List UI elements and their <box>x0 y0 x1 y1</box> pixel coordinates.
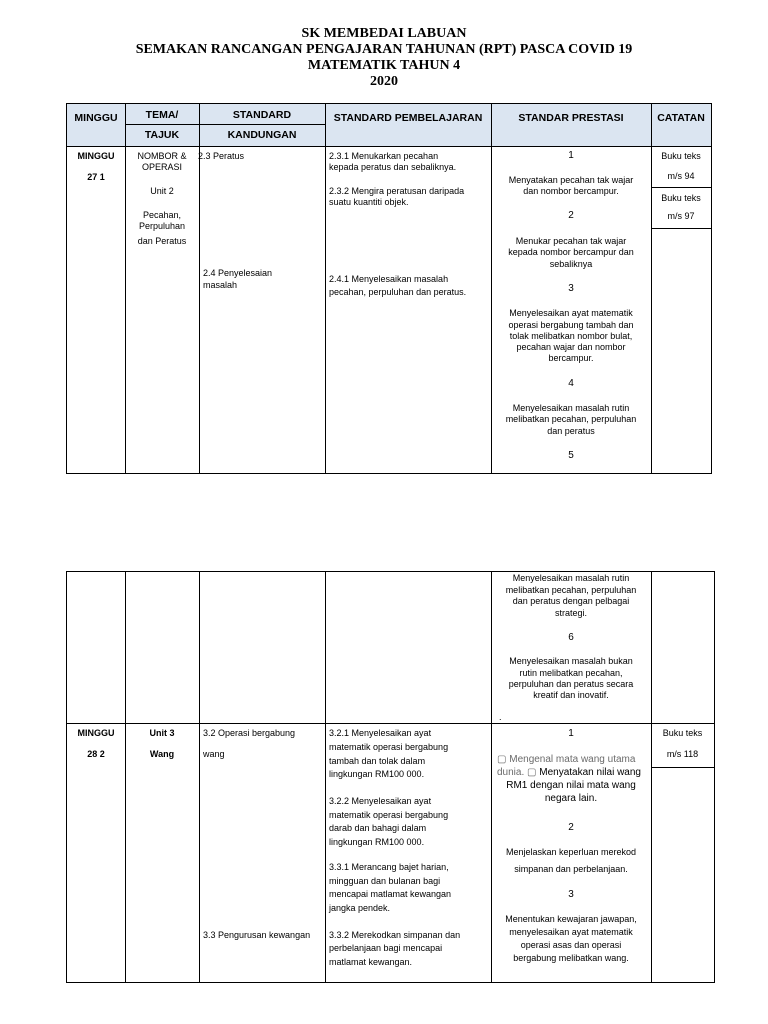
standard-pembelajaran: matlamat kewangan. <box>329 957 413 967</box>
tahap-prestasi-number: 6 <box>568 632 574 643</box>
glyph-placeholder-icon: ▢ <box>527 767 537 778</box>
standard-pembelajaran: perbelanjaan bagi mencapai <box>329 943 443 953</box>
school-name: SK MEMBEDAI LABUAN <box>301 26 467 41</box>
tahap-prestasi-number: 1 <box>568 150 574 161</box>
standard-kandungan: 3.3 Pengurusan kewangan <box>203 930 311 940</box>
standard-pembelajaran: mencapai matlamat kewangan <box>329 889 452 899</box>
document-subtitle: SEMAKAN RANCANGAN PENGAJARAN TAHUNAN (RPT) PASCA COVID 19 <box>135 42 633 57</box>
tahap-prestasi-text: Menyelesaikan masalah rutin <box>512 403 630 413</box>
standard-kandungan: masalah <box>203 280 238 290</box>
standard-pembelajaran: mingguan dan bulanan bagi <box>329 876 441 886</box>
tahap-prestasi-number: 4 <box>568 378 574 389</box>
tahap-prestasi-text: Menyatakan nilai wang <box>539 767 641 778</box>
standard-kandungan: 3.2 Operasi bergabung <box>203 728 296 738</box>
standard-pembelajaran: darab dan bahagi dalam <box>329 823 427 833</box>
standard-pembelajaran: lingkungan RM100 000. <box>329 769 425 779</box>
tahap-prestasi-text: Menyatakan pecahan tak wajar <box>508 175 634 185</box>
standard-pembelajaran: 3.2.1 Menyelesaikan ayat <box>329 728 432 738</box>
topic-line: Pecahan, <box>142 210 182 220</box>
topic-line: Perpuluhan <box>138 221 186 231</box>
tahap-prestasi-text: bercampur. <box>548 353 594 363</box>
tahap-prestasi-text: dan peratus <box>547 426 595 436</box>
tahap-prestasi-text: pecahan wajar dan nombor <box>516 342 626 352</box>
stray-dot: . <box>499 712 502 722</box>
tahap-prestasi-line <box>497 767 651 779</box>
tahap-prestasi-text: Menyelesaikan masalah bukan <box>509 656 633 666</box>
tahap-prestasi-number: 2 <box>568 822 574 833</box>
tahap-prestasi-text: operasi asas dan operasi <box>520 940 622 950</box>
catatan-text: m/s 118 <box>666 749 699 759</box>
col-header-kandungan: KANDUNGAN <box>227 129 297 141</box>
standard-pembelajaran: 2.3.1 Menukarkan pecahan <box>329 151 439 161</box>
topic-line: dan Peratus <box>137 236 187 246</box>
tahap-prestasi-text: dunia. <box>497 767 525 778</box>
col-header-tajuk: TAJUK <box>144 129 180 141</box>
document-title <box>0 26 768 90</box>
tahap-prestasi-number: 1 <box>568 728 574 739</box>
standard-pembelajaran: pecahan, perpuluhan dan peratus. <box>329 287 467 297</box>
catatan-text: m/s 97 <box>667 211 695 221</box>
tahap-prestasi-text: operasi bergabung tambah dan <box>508 320 634 330</box>
glyph-placeholder-icon: ▢ <box>497 754 507 765</box>
tahap-prestasi-text: tolak melibatkan nombor bulat, <box>509 331 633 341</box>
tahap-prestasi-text: bergabung melibatkan wang. <box>513 953 629 963</box>
unit-label: Unit 2 <box>150 186 174 196</box>
standard-pembelajaran: 3.3.2 Merekodkan simpanan dan <box>329 930 461 940</box>
standard-pembelajaran: jangka pendek. <box>329 903 391 913</box>
standard-pembelajaran: matematik operasi bergabung <box>329 810 449 820</box>
tahap-prestasi-text: rutin melibatkan pecahan, <box>519 668 623 678</box>
col-header-tema: TEMA/ <box>145 109 179 121</box>
standard-pembelajaran: kepada peratus dan sebaliknya. <box>329 162 457 172</box>
standard-pembelajaran: 2.4.1 Menyelesaikan masalah <box>329 274 449 284</box>
tahap-prestasi-text: Menentukan kewajaran jawapan, <box>505 914 637 924</box>
standard-kandungan: 2.3 Peratus <box>198 151 245 161</box>
table-2 <box>66 571 715 983</box>
tahap-prestasi-line <box>497 754 651 766</box>
standard-pembelajaran: 3.3.1 Merancang bajet harian, <box>329 862 449 872</box>
minggu-number: 27 1 <box>87 172 105 182</box>
tema-line: OPERASI <box>141 162 182 172</box>
tahap-prestasi-text: kreatif dan inovatif. <box>533 690 609 700</box>
standard-kandungan: 2.4 Penyelesaian <box>203 268 273 278</box>
tahap-prestasi-number: 5 <box>568 450 574 461</box>
catatan-text: Buku teks <box>662 728 703 738</box>
tahap-prestasi-text: negara lain. <box>544 793 598 804</box>
tahap-prestasi-text: dan peratus dengan pelbagai <box>512 596 630 606</box>
tahap-prestasi-text: strategi. <box>554 608 587 618</box>
tahap-prestasi-text: simpanan dan perbelanjaan. <box>514 864 628 874</box>
tahap-prestasi-number: 3 <box>568 889 574 900</box>
catatan-text: Buku teks <box>661 151 701 161</box>
tahap-prestasi-number: 3 <box>568 283 574 294</box>
col-header-standar-prestasi: STANDAR PRESTASI <box>518 112 624 124</box>
tahap-prestasi-text: Menukar pecahan tak wajar <box>515 236 627 246</box>
tahap-prestasi-text: menyelesaikan ayat matematik <box>509 927 633 937</box>
tahap-prestasi-text: dan nombor bercampur. <box>523 186 619 196</box>
topic-line: Wang <box>149 749 175 759</box>
col-header-standard: STANDARD <box>232 109 292 121</box>
tahap-prestasi-text: Menyelesaikan masalah rutin <box>512 573 630 583</box>
col-header-standard-pembelajaran: STANDARD PEMBELAJARAN <box>333 112 483 124</box>
unit-label: Unit 3 <box>149 728 175 738</box>
table-1 <box>66 103 712 474</box>
tahap-prestasi-text: kepada nombor bercampur dan <box>508 247 634 257</box>
tahap-prestasi-text: Menjelaskan keperluan merekod <box>505 847 637 857</box>
catatan-text: Buku teks <box>661 193 701 203</box>
tahap-prestasi-text: perpuluhan dan peratus secara <box>508 679 634 689</box>
tahap-prestasi-text: melibatkan pecahan, perpuluhan <box>505 585 637 595</box>
col-header-catatan: CATATAN <box>657 112 705 124</box>
tema-line: NOMBOR & <box>137 151 187 161</box>
catatan-text: m/s 94 <box>667 171 695 181</box>
standard-pembelajaran: 3.2.2 Menyelesaikan ayat <box>329 796 432 806</box>
tahap-prestasi-text: RM1 dengan nilai mata wang <box>506 780 636 791</box>
standard-pembelajaran: lingkungan RM100 000. <box>329 837 425 847</box>
tahap-prestasi-text: sebaliknya <box>549 259 593 269</box>
tahap-prestasi-text: melibatkan pecahan, perpuluhan <box>505 414 637 424</box>
subject-title: MATEMATIK TAHUN 4 <box>307 58 461 73</box>
standard-kandungan: wang <box>203 749 225 759</box>
standard-pembelajaran: matematik operasi bergabung <box>329 742 449 752</box>
minggu-label: MINGGU <box>77 728 115 738</box>
standard-pembelajaran: 2.3.2 Mengira peratusan daripada <box>329 186 465 196</box>
standard-pembelajaran: tambah dan tolak dalam <box>329 756 426 766</box>
tahap-prestasi-text: Menyelesaikan ayat matematik <box>509 308 633 318</box>
year: 2020 <box>370 74 398 89</box>
minggu-number: 28 2 <box>87 749 105 759</box>
tahap-prestasi-number: 2 <box>568 210 574 221</box>
minggu-label: MINGGU <box>77 151 115 161</box>
tahap-prestasi-text: Mengenal mata wang utama <box>509 754 636 765</box>
col-header-minggu: MINGGU <box>74 112 118 124</box>
standard-pembelajaran: suatu kuantiti objek. <box>329 197 409 207</box>
